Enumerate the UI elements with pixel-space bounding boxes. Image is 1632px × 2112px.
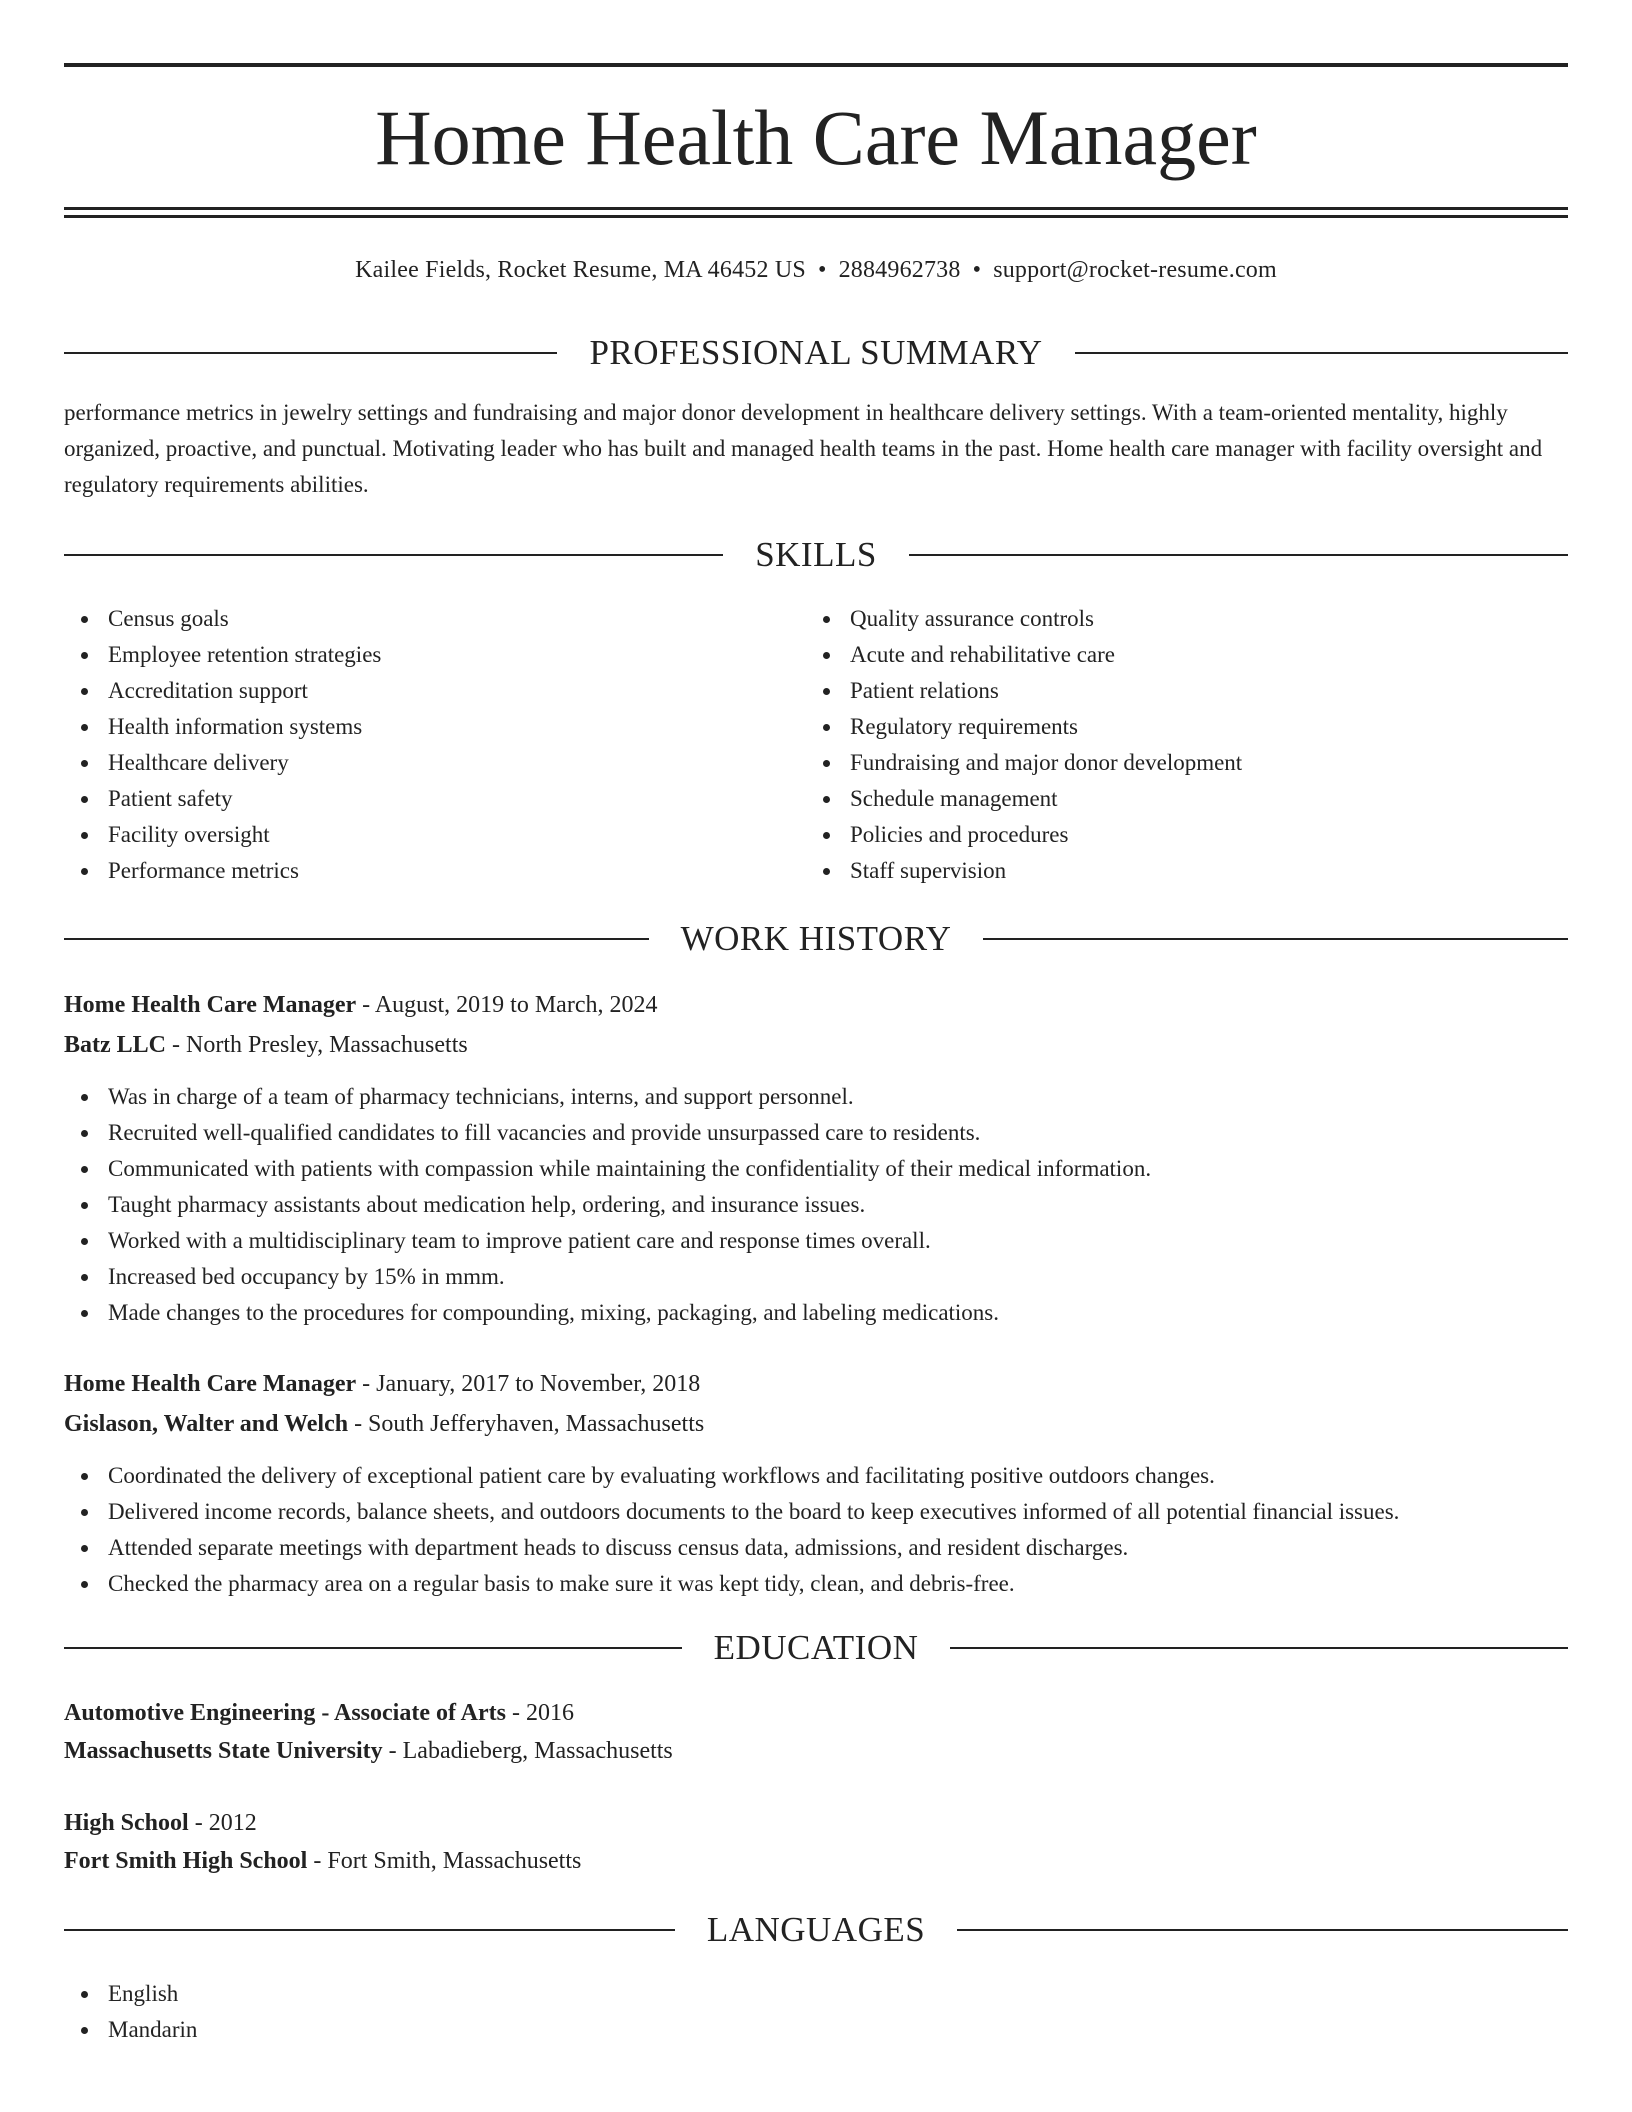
- job-duty-item: Taught pharmacy assistants about medication help, ordering, and insurance issues.: [64, 1187, 1568, 1223]
- education-school: Fort Smith High School: [64, 1848, 308, 1874]
- contact-separator: •: [972, 257, 982, 283]
- skills-left-column: [64, 601, 804, 889]
- heading-rule-right: [950, 1647, 1568, 1649]
- skills-left-list: [64, 601, 804, 889]
- skills-heading: [64, 533, 1568, 577]
- education-location: - Labadieberg, Massachusetts: [382, 1738, 673, 1764]
- education-1-school-line: [64, 1733, 1568, 1769]
- job-company: Batz LLC: [64, 1032, 166, 1058]
- education-year: - 2012: [188, 1810, 257, 1836]
- section-title: SKILLS: [755, 535, 877, 574]
- education-1-degree-line: [64, 1695, 1568, 1731]
- job-duty-item: Coordinated the delivery of exceptional patient care by evaluating workflows and facilitating positive outdoors changes.: [64, 1458, 1568, 1494]
- top-rule: [64, 63, 1568, 67]
- skill-item: Schedule management: [806, 781, 1546, 817]
- job-duty-item: Recruited well-qualified candidates to fill vacancies and provide unsurpassed care to residents.: [64, 1115, 1568, 1151]
- skill-item: Health information systems: [64, 709, 804, 745]
- job-title: Home Health Care Manager: [64, 1371, 357, 1397]
- contact-line: [64, 254, 1568, 286]
- skill-item: Fundraising and major donor development: [806, 745, 1546, 781]
- languages-list: [64, 1976, 1568, 2048]
- education-location: - Fort Smith, Massachusetts: [307, 1848, 582, 1874]
- section-title: PROFESSIONAL SUMMARY: [589, 333, 1043, 372]
- job-duty-item: Worked with a multidisciplinary team to improve patient care and response times overall.: [64, 1223, 1568, 1259]
- job-duty-item: Was in charge of a team of pharmacy technicians, interns, and support personnel.: [64, 1079, 1568, 1115]
- heading-rule-right: [909, 554, 1568, 556]
- job-1-title-line: [64, 987, 1568, 1023]
- job-dates: - January, 2017 to November, 2018: [356, 1371, 701, 1397]
- job-location: - North Presley, Massachusetts: [166, 1032, 468, 1058]
- job-1-company-line: [64, 1027, 1568, 1063]
- skill-item: Accreditation support: [64, 673, 804, 709]
- education-degree: High School: [64, 1810, 189, 1836]
- education-heading: [64, 1626, 1568, 1670]
- contact-email: support@rocket-resume.com: [993, 257, 1277, 283]
- job-duty-item: Checked the pharmacy area on a regular basis to make sure it was kept tidy, clean, and debris-free.: [64, 1566, 1568, 1602]
- job-location: - South Jefferyhaven, Massachusetts: [348, 1411, 705, 1437]
- skill-item: Employee retention strategies: [64, 637, 804, 673]
- job-duties-list: [64, 1458, 1568, 1602]
- work-heading: [64, 917, 1568, 961]
- section-title: LANGUAGES: [706, 1910, 926, 1949]
- education-degree: Automotive Engineering - Associate of Arts: [64, 1700, 506, 1726]
- heading-rule-right: [957, 1929, 1568, 1931]
- heading-rule-right: [983, 938, 1568, 940]
- job-company: Gislason, Walter and Welch: [64, 1411, 349, 1437]
- title-underline-2: [64, 215, 1568, 218]
- skill-item: Performance metrics: [64, 853, 804, 889]
- education-2-school-line: [64, 1843, 1568, 1879]
- job-1-duties: [64, 1079, 1568, 1331]
- contact-phone: 2884962738: [838, 257, 961, 283]
- job-2-company-line: [64, 1406, 1568, 1442]
- contact-separator: •: [817, 257, 827, 283]
- job-duty-item: Communicated with patients with compassion while maintaining the confidentiality of their medical information.: [64, 1151, 1568, 1187]
- job-duty-item: Increased bed occupancy by 15% in mmm.: [64, 1259, 1568, 1295]
- job-duty-item: Made changes to the procedures for compounding, mixing, packaging, and labeling medications.: [64, 1295, 1568, 1331]
- skill-item: Policies and procedures: [806, 817, 1546, 853]
- heading-rule-right: [1075, 352, 1568, 354]
- job-2-duties: [64, 1458, 1568, 1602]
- languages-heading: [64, 1908, 1568, 1952]
- skill-item: Patient safety: [64, 781, 804, 817]
- job-2-title-line: [64, 1366, 1568, 1402]
- summary-heading: [64, 331, 1568, 375]
- resume-title: Home Health Care Manager: [375, 94, 1257, 181]
- education-school: Massachusetts State University: [64, 1738, 383, 1764]
- title-underline-1: [64, 207, 1568, 210]
- languages-list-wrap: [64, 1976, 1568, 2048]
- skills-right-column: [806, 601, 1546, 889]
- section-title: EDUCATION: [713, 1628, 919, 1667]
- skill-item: Quality assurance controls: [806, 601, 1546, 637]
- job-duty-item: Attended separate meetings with department heads to discuss census data, admissions, and resident discharges.: [64, 1530, 1568, 1566]
- heading-rule-left: [64, 1647, 682, 1649]
- heading-rule-left: [64, 554, 723, 556]
- skill-item: Staff supervision: [806, 853, 1546, 889]
- skill-item: Patient relations: [806, 673, 1546, 709]
- job-duty-item: Delivered income records, balance sheets, and outdoors documents to the board to keep executives informed of all potential financial issues.: [64, 1494, 1568, 1530]
- skill-item: Facility oversight: [64, 817, 804, 853]
- heading-rule-left: [64, 1929, 675, 1931]
- heading-rule-left: [64, 938, 649, 940]
- skills-right-list: [806, 601, 1546, 889]
- language-item: Mandarin: [64, 2012, 1568, 2048]
- job-dates: - August, 2019 to March, 2024: [356, 992, 658, 1018]
- skill-item: Acute and rehabilitative care: [806, 637, 1546, 673]
- education-2-degree-line: [64, 1805, 1568, 1841]
- language-item: English: [64, 1976, 1568, 2012]
- job-duties-list: [64, 1079, 1568, 1331]
- skill-item: Regulatory requirements: [806, 709, 1546, 745]
- education-year: - 2016: [505, 1700, 574, 1726]
- skill-item: Healthcare delivery: [64, 745, 804, 781]
- summary-text: performance metrics in jewelry settings and fundraising and major donor development in healthcare delivery settings. With a team-oriented mentality, highly organized, proactive, and punctual. Motivating leader who has built and managed health teams in the past. Home health care manager with facility oversight and regulatory requirements abilities.: [64, 400, 1543, 497]
- skill-item: Census goals: [64, 601, 804, 637]
- contact-address: Kailee Fields, Rocket Resume, MA 46452 US: [355, 257, 806, 283]
- heading-rule-left: [64, 352, 557, 354]
- job-title: Home Health Care Manager: [64, 992, 357, 1018]
- section-title: WORK HISTORY: [680, 919, 952, 958]
